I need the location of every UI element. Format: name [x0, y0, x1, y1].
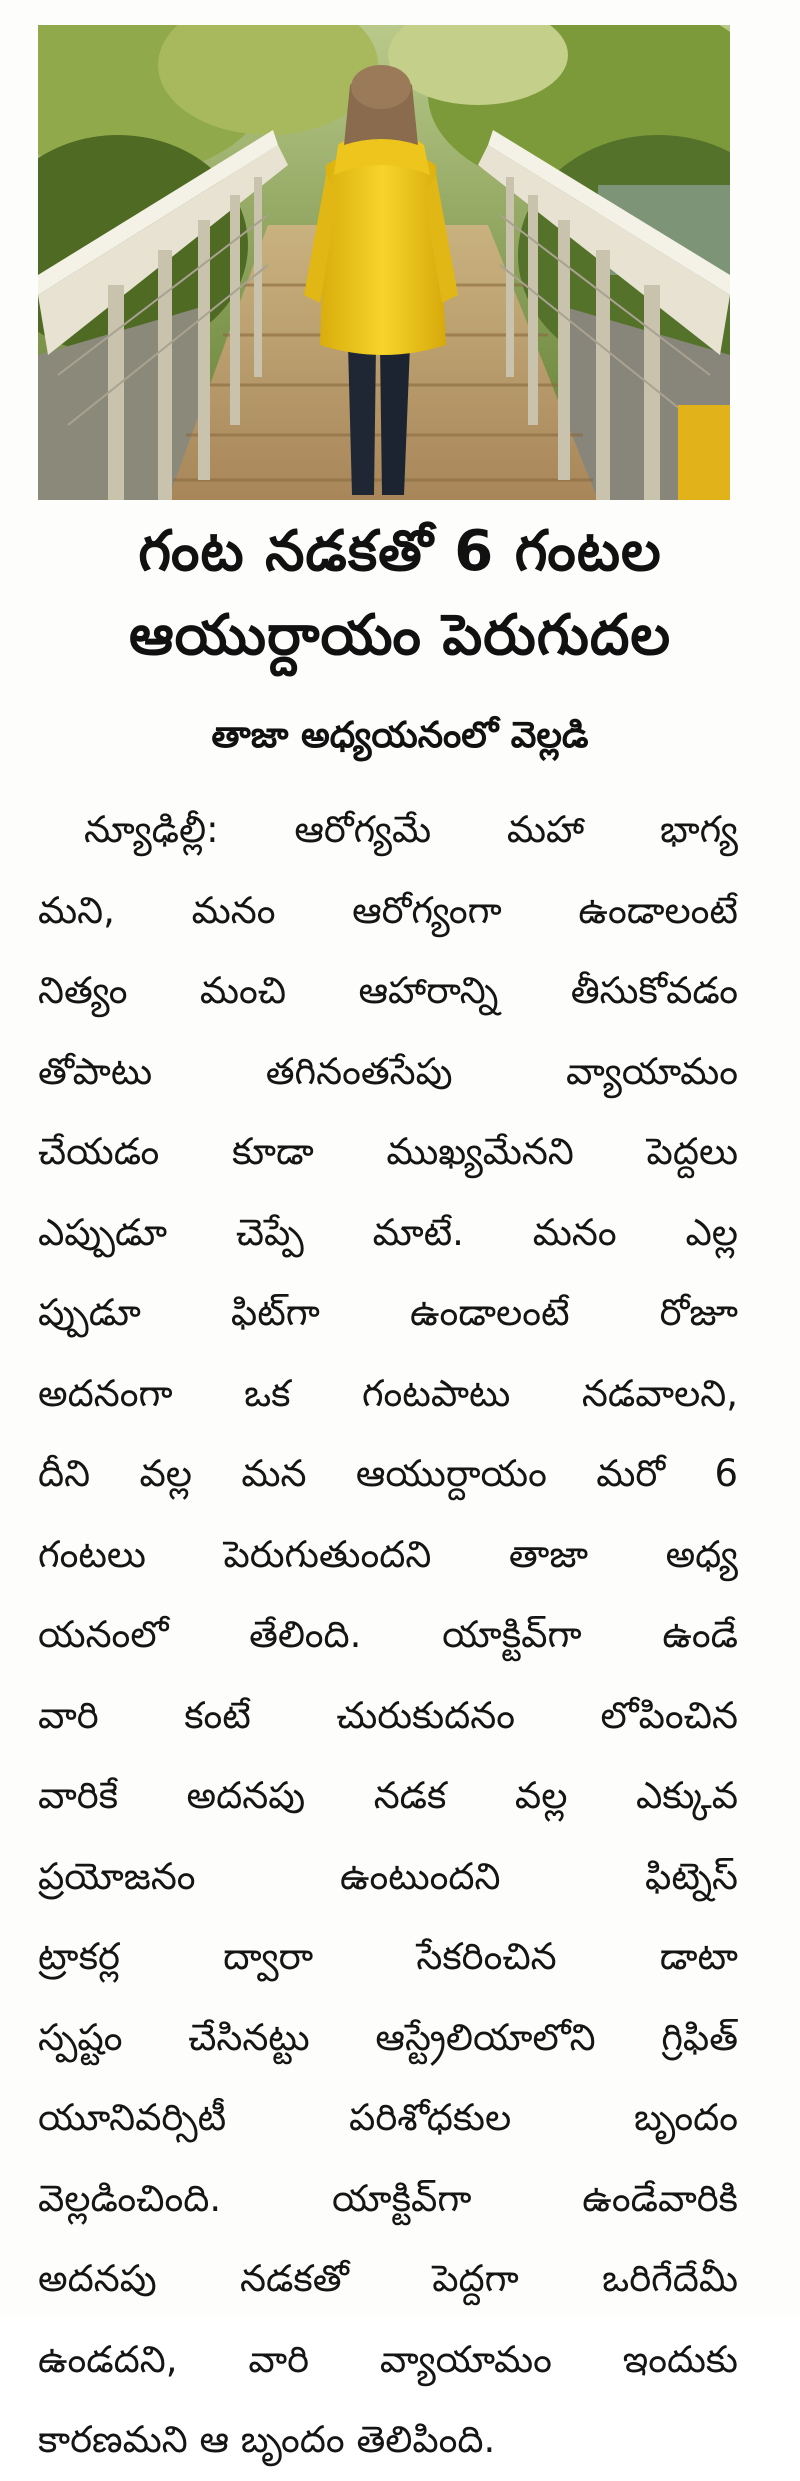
article-subheadline: తాజా అధ్యయనంలో వెల్లడి [211, 715, 589, 756]
body-line: వారి కంటే చురుకుదనం లోపించిన [38, 1693, 738, 1737]
body-line: అదనపు నడకతో పెద్దగా ఒరిగేదేమీ [38, 2257, 738, 2300]
body-line: స్పష్టం చేసినట్టు ఆస్ట్రేలియాలోని గ్రిఫిత్ [38, 2015, 738, 2059]
article-headline [20, 510, 780, 678]
body-line: దీని వల్ల మన ఆయుర్దాయం మరో 6 [38, 1452, 738, 1495]
body-line: వారికే అదనపు నడక వల్ల ఎక్కువ [38, 1774, 738, 1817]
headline-line-2: ఆయుర్దాయం పెరుగుదల [128, 603, 672, 668]
body-line: మని, మనం ఆరోగ్యంగా ఉండాలంటే [38, 888, 738, 932]
body-line: ప్రయోజనం ఉంటుందని ఫిట్నెస్ [38, 1854, 738, 1898]
body-line: న్యూఢిల్లీ: ఆరోగ్యమే మహా భాగ్య [84, 808, 738, 851]
body-line: యనంలో తేలింది. యాక్టివ్‌గా ఉండే [38, 1613, 738, 1656]
body-line: ప్పుడూ ఫిట్‌గా ఉండాలంటే రోజూ [38, 1291, 738, 1334]
headline-line-1: గంట నడకతో 6 గంటల [138, 519, 662, 584]
article-photo [38, 25, 730, 500]
body-line: ట్రాకర్ల ద్వారా సేకరించిన డాటా [38, 1935, 738, 1978]
body-line: గంటలు పెరుగుతుందని తాజా అధ్య [38, 1532, 738, 1576]
body-line: వెల్లడించింది. యాక్టివ్‌గా ఉండేవారికి [38, 2176, 738, 2220]
body-line: నిత్యం మంచి ఆహారాన్ని తీసుకోవడం [38, 969, 738, 1012]
body-line: చేయడం కూడా ముఖ్యమేనని పెద్దలు [38, 1130, 738, 1173]
article-body [38, 790, 738, 2481]
body-line: అదనంగా ఒక గంటపాటు నడవాలని, [38, 1371, 738, 1415]
body-line: ఉండదని, వారి వ్యాయామం ఇందుకు [38, 2337, 738, 2381]
bridge-walk-illustration [38, 25, 730, 500]
body-line: ఎప్పుడూ చెప్పే మాటే. మనం ఎల్ల [38, 1210, 738, 1254]
body-line: తోపాటు తగినంతసేపు వ్యాయామం [38, 1049, 738, 1093]
body-line: కారణమని ఆ బృందం తెలిపింది. [38, 2418, 496, 2461]
body-line: యూనివర్సిటీ పరిశోధకుల బృందం [38, 2096, 738, 2139]
